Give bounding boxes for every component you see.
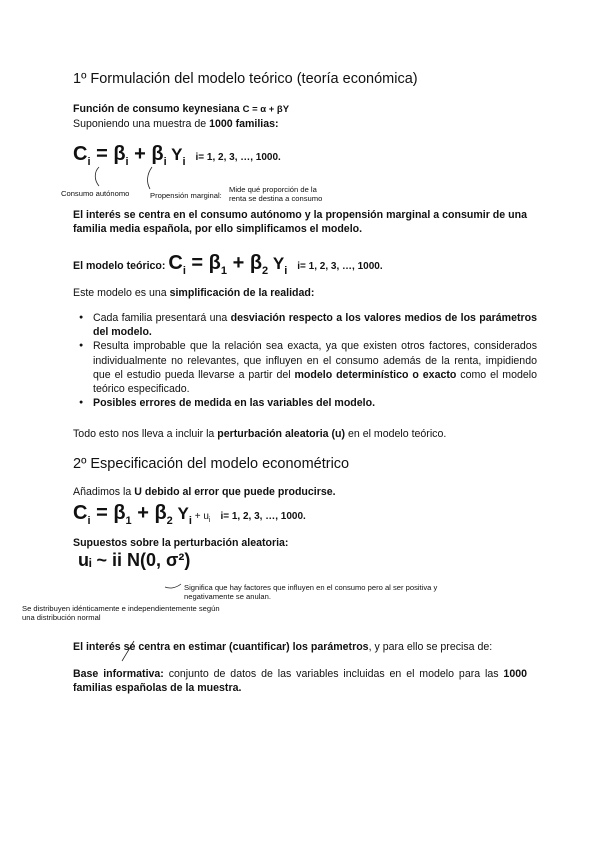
assumptions-list — [70, 311, 537, 410]
eq2-index: i= 1, 2, 3, …, 1000. — [297, 261, 383, 272]
annotation-mide: Mide qué proporción de la renta se destina a consumo — [229, 185, 323, 203]
eq2-c: C — [168, 252, 183, 274]
eq1-plus: + — [128, 143, 152, 165]
eq3-beta1-sub: 1 — [125, 515, 132, 527]
conclusion-line — [73, 428, 446, 440]
eq1-c-sub: i — [87, 156, 91, 168]
annotation-distribucion: Se distribuyen idénticamente e independientemente según una distribución normal — [22, 604, 220, 622]
list-item — [79, 311, 537, 339]
eq3-u-sub: i — [208, 517, 211, 524]
eq1-beta2-sub: i — [163, 156, 167, 168]
base-informativa-paragraph — [73, 667, 527, 695]
annotation-consumo-autonomo: Consumo autónomo — [61, 189, 130, 198]
add-u-bold: U debido al error que puede producirse. — [134, 486, 336, 498]
estimate-post: , y para ello se precisa de: — [368, 641, 493, 653]
eq3-c-sub: i — [87, 515, 91, 527]
list-item — [79, 339, 537, 396]
eq3-c: C — [73, 502, 88, 524]
eq3-beta2: β — [154, 502, 167, 524]
eq3-y-sub: i — [188, 515, 192, 527]
eq3-y: Y — [172, 504, 189, 523]
arrow-factores — [165, 584, 181, 588]
eq2-beta1: β — [208, 252, 221, 274]
eq3-equals: = — [90, 502, 114, 524]
base-text: conjunto de datos de las variables incluidas en el modelo para las — [163, 668, 504, 680]
estimate-line — [73, 641, 492, 653]
conclusion-post: en el modelo teórico. — [345, 428, 447, 440]
section-1-title: 1º Formulación del modelo teórico (teoría económica) — [73, 71, 418, 87]
estimate-bold: El interés se centra en estimar (cuantificar) los parámetros — [73, 641, 369, 653]
eq1-beta1-sub: i — [125, 156, 129, 168]
eq1-y-sub: i — [182, 156, 186, 168]
eq1-beta2: β — [151, 143, 164, 165]
add-u-line — [73, 486, 336, 498]
bullet-1-text: Cada familia presentará una — [93, 312, 231, 324]
simplification-bold: simplificación de la realidad: — [169, 287, 315, 299]
conclusion-bold: perturbación aleatoria (u) — [217, 428, 346, 440]
keynes-label: Función de consumo keynesiana — [73, 103, 240, 115]
annotation-factores: Significa que hay factores que influyen en el consumo pero al ser positiva y negativamente se anulan. — [184, 583, 438, 601]
sample-bold: 1000 familias: — [209, 118, 279, 130]
eq1-y: Y — [166, 145, 183, 164]
eq2-equals: = — [185, 252, 209, 274]
bullet-2-post: como el modelo teórico especificado. — [93, 368, 537, 396]
eq2-y: Y — [268, 254, 285, 273]
interest-paragraph: El interés se centra en el consumo autónomo y la propensión marginal a consumir de una familia media española, por ello simplificamos el modelo. — [73, 209, 527, 236]
eq3-index: i= 1, 2, 3, …, 1000. — [220, 511, 306, 522]
supuestos-title: Supuestos sobre la perturbación aleatoria: — [73, 537, 289, 549]
add-u-text: Añadimos la — [73, 486, 135, 498]
model-theoretic-line — [73, 252, 383, 275]
simplification-line — [73, 287, 314, 299]
eq1-beta1: β — [113, 143, 126, 165]
eq2-beta2: β — [249, 252, 263, 274]
eq3-beta2-sub: 2 — [166, 515, 173, 527]
list-item — [79, 396, 537, 410]
distribution-formula: uᵢ ~ ii N(0, σ²) — [78, 550, 191, 570]
bullet-2-bold: modelo determinístico o exacto — [294, 368, 457, 381]
eq2-y-sub: i — [284, 265, 288, 277]
bullet-1-bold: desviación respecto a los valores medios de los parámetros del modelo. — [93, 312, 537, 339]
base-bold: Base informativa: — [73, 668, 164, 680]
eq2-plus: + — [227, 252, 250, 274]
eq1-c: C — [73, 143, 88, 165]
eq2-beta1-sub: 1 — [220, 265, 228, 277]
model-label: El modelo teórico: — [73, 260, 169, 272]
eq3-beta1: β — [113, 502, 126, 524]
arrow-propension — [148, 167, 152, 189]
keynes-formula: C = α + βY — [242, 104, 290, 115]
eq3-plus: + — [131, 502, 155, 524]
eq2-c-sub: i — [182, 265, 186, 277]
eq3-u: + u — [191, 511, 209, 522]
bullet-3-bold: Posibles errores de medida en las variables del modelo. — [93, 397, 376, 410]
bullet-2-text: Resulta improbable que la relación sea exacta, ya que existen otros factores, considerados individualmente no relevantes, que influyen en el consumo además de la renta, impidiendo que el estudio pueda llevarse a partir del — [93, 340, 537, 381]
conclusion-text: Todo esto nos lleva a incluir la — [73, 428, 218, 440]
econometric-equation — [73, 502, 306, 525]
eq1-index: i= 1, 2, 3, …, 1000. — [195, 152, 281, 163]
eq1-equals: = — [90, 143, 114, 165]
sample-text: Suponiendo una muestra de — [73, 118, 210, 130]
annotation-propension: Propensión marginal: — [150, 191, 222, 200]
eq2-beta2-sub: 2 — [262, 265, 269, 277]
base-bold-2: 1000 familias españolas de la muestra. — [73, 668, 527, 695]
simplification-text: Este modelo es una — [73, 287, 170, 299]
arrow-autonomo — [95, 167, 99, 186]
section-2-title: 2º Especificación del modelo econométrico — [73, 456, 350, 472]
